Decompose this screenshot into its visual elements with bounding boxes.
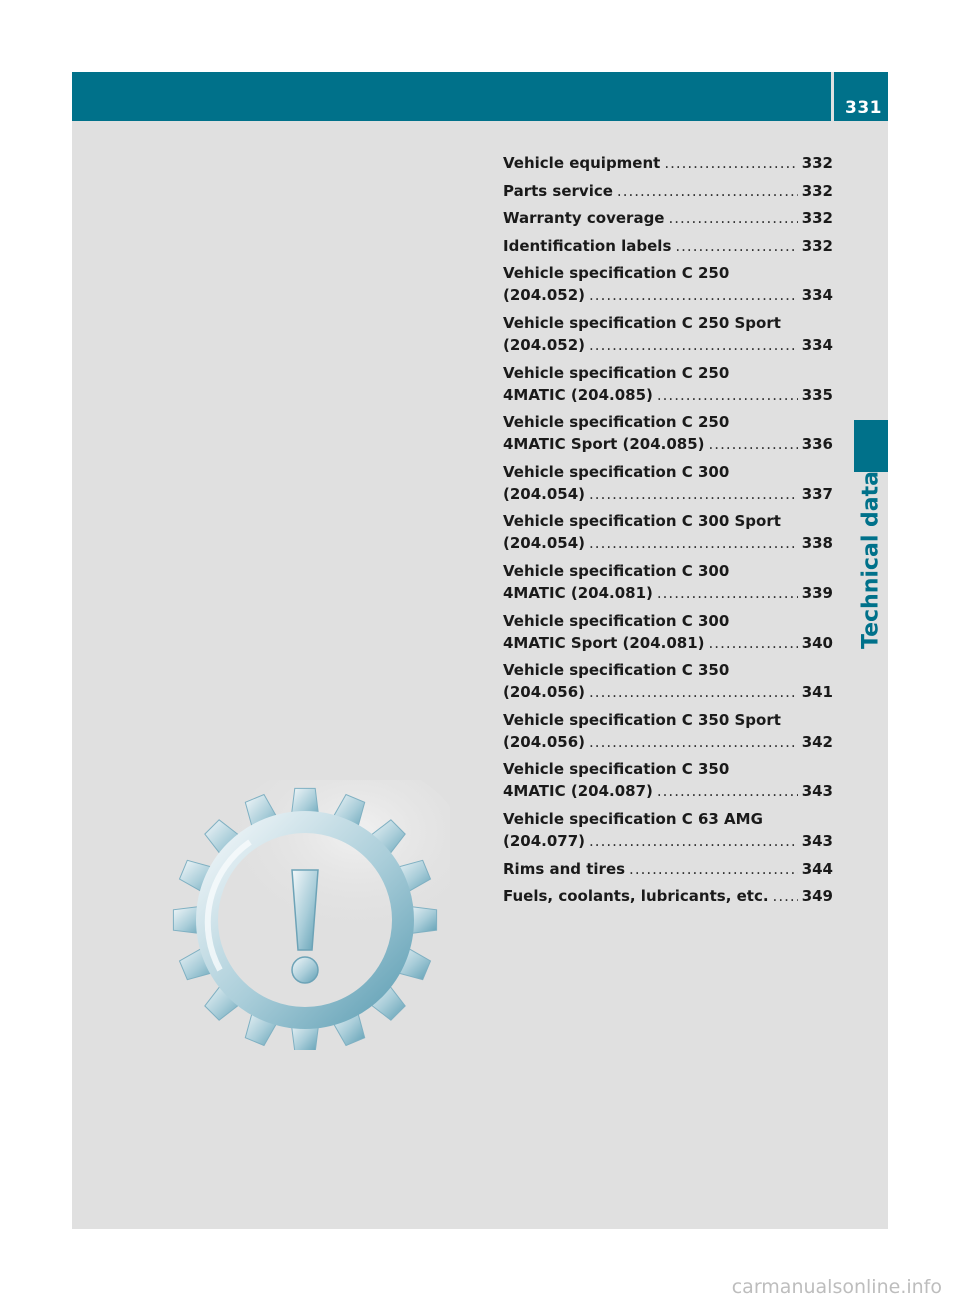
- toc-entry[interactable]: [503, 885, 833, 907]
- toc-entry[interactable]: [503, 560, 833, 604]
- toc-page-number: 349: [801, 887, 833, 906]
- toc-entry-title-line: Vehicle specification C 350: [503, 661, 730, 680]
- toc-entry[interactable]: [503, 858, 833, 880]
- toc-dot-leader: [589, 284, 798, 306]
- toc-dot-leader: [589, 830, 798, 852]
- toc-entry-title: (204.054): [503, 484, 586, 503]
- toc-entry-title-line: Vehicle specification C 250: [503, 413, 730, 432]
- toc-entry[interactable]: [503, 362, 833, 406]
- toc-entry-title-line: Vehicle specification C 350 Sport: [503, 710, 781, 729]
- toc-entry[interactable]: [503, 312, 833, 356]
- toc-entry-title: Warranty coverage: [503, 209, 665, 228]
- toc-entry-title: (204.052): [503, 335, 586, 354]
- toc-entry-title: 4MATIC (204.087): [503, 782, 653, 801]
- toc-entry[interactable]: [503, 461, 833, 505]
- toc-entry-row: [503, 632, 833, 654]
- toc-dot-leader: [589, 483, 798, 505]
- toc-entry-title-line: Vehicle specification C 300: [503, 561, 730, 580]
- toc-entry[interactable]: [503, 659, 833, 703]
- table-of-contents: [503, 152, 833, 913]
- toc-dot-leader: [675, 235, 797, 257]
- toc-entry-title-line: Vehicle specification C 300 Sport: [503, 512, 781, 531]
- gear-warning-icon: [160, 780, 450, 1050]
- toc-page-number: 341: [801, 683, 833, 702]
- toc-entry-row: [503, 731, 833, 753]
- toc-entry-title-line: Vehicle specification C 63 AMG: [503, 809, 763, 828]
- toc-dot-leader: [629, 858, 798, 880]
- toc-entry-title: 4MATIC (204.081): [503, 583, 653, 602]
- toc-entry[interactable]: [503, 180, 833, 202]
- toc-entry[interactable]: [503, 510, 833, 554]
- toc-entry[interactable]: [503, 152, 833, 174]
- toc-entry-title: Vehicle equipment: [503, 154, 661, 172]
- toc-page-number: 339: [801, 583, 833, 602]
- toc-entry-row: [503, 152, 833, 174]
- page-number: 331: [845, 98, 882, 118]
- toc-entry[interactable]: [503, 808, 833, 852]
- toc-entry[interactable]: [503, 235, 833, 257]
- toc-page-number: 343: [801, 782, 833, 801]
- toc-entry-row: [503, 582, 833, 604]
- toc-page-number: 332: [801, 209, 833, 228]
- toc-entry-title-line: Vehicle specification C 250 Sport: [503, 313, 781, 332]
- toc-dot-leader: [709, 433, 798, 455]
- toc-entry-row: [503, 384, 833, 406]
- toc-entry-title: (204.054): [503, 534, 586, 553]
- toc-dot-leader: [709, 632, 798, 654]
- toc-dot-leader: [589, 334, 798, 356]
- toc-page-number: 340: [801, 633, 833, 652]
- toc-page-number: 343: [801, 831, 833, 850]
- toc-page-number: 334: [801, 335, 833, 354]
- toc-entry-title-line: Vehicle specification C 300: [503, 611, 730, 630]
- page-number-box: [834, 72, 888, 121]
- toc-entry-row: [503, 780, 833, 802]
- toc-page-number: 336: [801, 435, 833, 454]
- toc-page-number: 334: [801, 286, 833, 305]
- toc-entry-title: Parts service: [503, 181, 613, 200]
- toc-page-number: 342: [801, 732, 833, 751]
- toc-entry-title-line: Vehicle specification C 300: [503, 462, 730, 481]
- toc-entry-title: Identification labels: [503, 236, 672, 255]
- toc-entry[interactable]: [503, 709, 833, 753]
- toc-entry-title: (204.052): [503, 286, 586, 305]
- toc-entry[interactable]: [503, 758, 833, 802]
- toc-dot-leader: [617, 180, 798, 202]
- toc-entry-title: 4MATIC Sport (204.081): [503, 633, 705, 652]
- toc-entry-row: [503, 207, 833, 229]
- toc-entry-row: [503, 885, 833, 907]
- toc-entry-row: [503, 532, 833, 554]
- toc-dot-leader: [589, 681, 798, 703]
- toc-entry-row: [503, 681, 833, 703]
- toc-dot-leader: [589, 532, 798, 554]
- toc-entry-title-line: Vehicle specification C 250: [503, 264, 730, 283]
- toc-entry-title: 4MATIC (204.085): [503, 385, 653, 404]
- header-bar: [72, 72, 831, 121]
- toc-entry-title-line: Vehicle specification C 250: [503, 363, 730, 382]
- toc-entry-title: 4MATIC Sport (204.085): [503, 435, 705, 454]
- toc-page-number: 337: [801, 484, 833, 503]
- toc-dot-leader: [668, 207, 797, 229]
- toc-dot-leader: [664, 152, 797, 174]
- toc-entry-row: [503, 235, 833, 257]
- toc-entry[interactable]: [503, 610, 833, 654]
- toc-entry-row: [503, 284, 833, 306]
- toc-page-number: 332: [801, 181, 833, 200]
- toc-entry-title: (204.077): [503, 831, 586, 850]
- toc-page-number: 338: [801, 534, 833, 553]
- toc-page-number: 344: [801, 859, 833, 878]
- toc-dot-leader: [657, 582, 798, 604]
- toc-entry[interactable]: [503, 411, 833, 455]
- toc-page-number: 332: [801, 236, 833, 255]
- section-label: Technical data: [858, 471, 884, 649]
- toc-entry[interactable]: [503, 207, 833, 229]
- toc-entry-row: [503, 180, 833, 202]
- toc-entry-row: [503, 858, 833, 880]
- section-tab-marker: [854, 420, 888, 472]
- toc-entry-title-line: Vehicle specification C 350: [503, 760, 730, 779]
- toc-entry-row: [503, 830, 833, 852]
- toc-dot-leader: [657, 384, 798, 406]
- toc-page-number: 335: [801, 385, 833, 404]
- toc-dot-leader: [589, 731, 798, 753]
- toc-entry-row: [503, 483, 833, 505]
- toc-entry-title: Rims and tires: [503, 859, 626, 878]
- toc-entry-title: (204.056): [503, 732, 586, 751]
- toc-entry-row: [503, 433, 833, 455]
- footer-watermark-url: carmanualsonline.info: [731, 1276, 942, 1298]
- toc-dot-leader: [773, 885, 798, 907]
- toc-entry-title: (204.056): [503, 683, 586, 702]
- toc-entry-row: [503, 334, 833, 356]
- toc-entry-title: Fuels, coolants, lubricants, etc.: [503, 887, 769, 906]
- toc-page-number: 332: [801, 154, 833, 172]
- toc-dot-leader: [657, 780, 798, 802]
- toc-entry[interactable]: [503, 262, 833, 306]
